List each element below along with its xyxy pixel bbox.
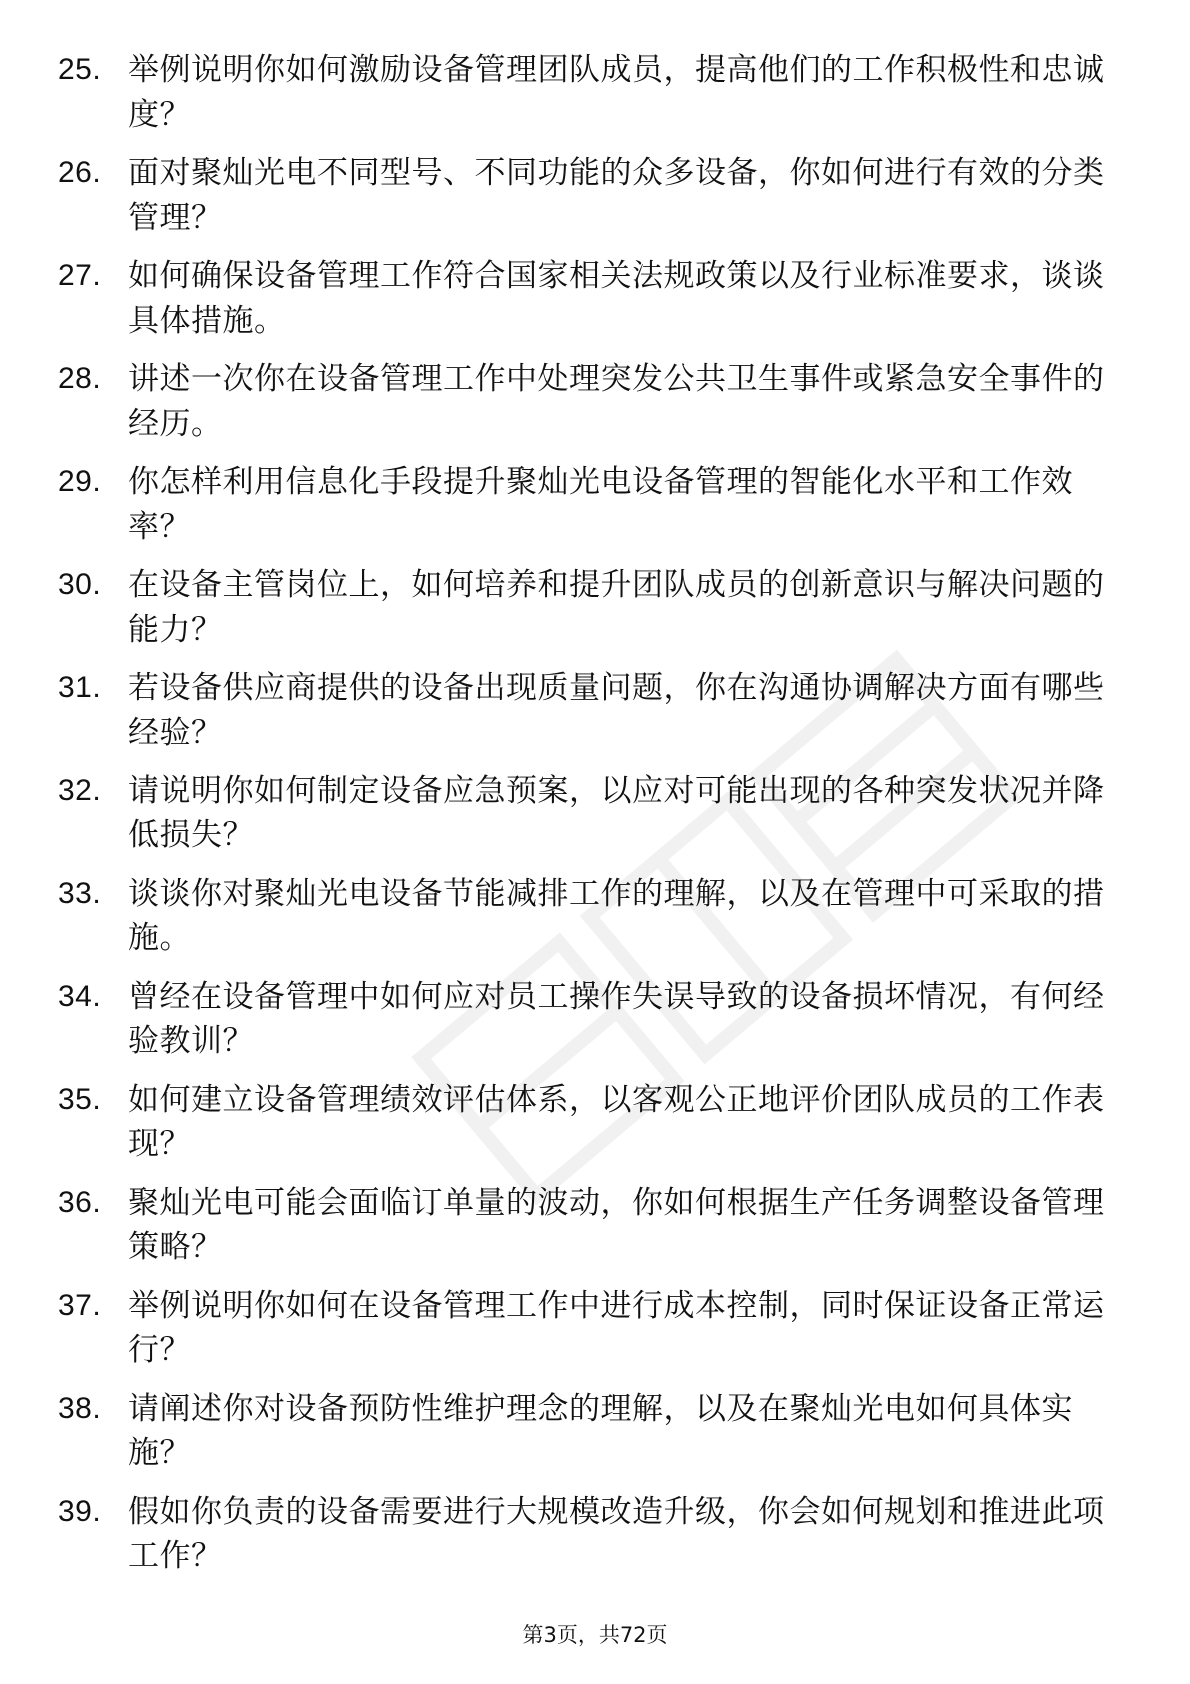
question-text: 你怎样利用信息化手段提升聚灿光电设备管理的智能化水平和工作效率？ [128, 463, 1073, 545]
question-item [58, 975, 1118, 1064]
question-text: 如何建立设备管理绩效评估体系，以客观公正地评价团队成员的工作表现？ [128, 1081, 1105, 1163]
question-number: 38. [58, 1391, 102, 1425]
question-number: 28. [58, 361, 102, 395]
question-text: 谈谈你对聚灿光电设备节能减排工作的理解，以及在管理中可采取的措施。 [128, 875, 1105, 957]
question-text: 讲述一次你在设备管理工作中处理突发公共卫生事件或紧急安全事件的经历。 [128, 360, 1105, 442]
question-item [58, 1387, 1118, 1476]
question-text: 假如你负责的设备需要进行大规模改造升级，你会如何规划和推进此项工作？ [128, 1493, 1105, 1575]
question-number: 26. [58, 155, 102, 189]
question-text: 若设备供应商提供的设备出现质量问题，你在沟通协调解决方面有哪些经验？ [128, 669, 1105, 751]
question-number: 35. [58, 1082, 102, 1116]
question-item [58, 1181, 1118, 1270]
question-number: 34. [58, 979, 102, 1013]
question-number: 37. [58, 1288, 102, 1322]
question-number: 30. [58, 567, 102, 601]
question-item [58, 254, 1118, 343]
question-number: 29. [58, 464, 102, 498]
question-number: 27. [58, 258, 102, 292]
question-item [58, 666, 1118, 755]
question-item [58, 357, 1118, 446]
question-item [58, 872, 1118, 961]
question-number: 31. [58, 670, 102, 704]
question-item [58, 151, 1118, 240]
question-text: 如何确保设备管理工作符合国家相关法规政策以及行业标准要求，谈谈具体措施。 [128, 257, 1105, 339]
question-item [58, 563, 1118, 652]
question-number: 25. [58, 53, 102, 86]
question-item [58, 48, 1118, 137]
question-item [58, 1078, 1118, 1167]
question-item [58, 769, 1118, 858]
question-number: 39. [58, 1494, 102, 1528]
question-text: 曾经在设备管理中如何应对员工操作失误导致的设备损坏情况，有何经验教训？ [128, 978, 1105, 1060]
question-text: 聚灿光电可能会面临订单量的波动，你如何根据生产任务调整设备管理策略？ [128, 1184, 1105, 1266]
question-list [58, 48, 1118, 1593]
question-text: 面对聚灿光电不同型号、不同功能的众多设备，你如何进行有效的分类管理？ [128, 154, 1105, 236]
question-number: 32. [58, 773, 102, 807]
question-item [58, 460, 1118, 549]
page-footer: 第3页，共72页 [522, 1623, 668, 1647]
question-item [58, 1490, 1118, 1579]
question-number: 36. [58, 1185, 102, 1219]
question-text: 请阐述你对设备预防性维护理念的理解，以及在聚灿光电如何具体实施？ [128, 1390, 1073, 1472]
question-item [58, 1284, 1118, 1373]
question-text: 举例说明你如何在设备管理工作中进行成本控制，同时保证设备正常运行？ [128, 1287, 1105, 1369]
question-text: 举例说明你如何激励设备管理团队成员，提高他们的工作积极性和忠诚度？ [128, 52, 1105, 133]
question-text: 在设备主管岗位上，如何培养和提升团队成员的创新意识与解决问题的能力？ [128, 566, 1105, 648]
question-number: 33. [58, 876, 102, 910]
question-text: 请说明你如何制定设备应急预案，以应对可能出现的各种突发状况并降低损失？ [128, 772, 1105, 854]
